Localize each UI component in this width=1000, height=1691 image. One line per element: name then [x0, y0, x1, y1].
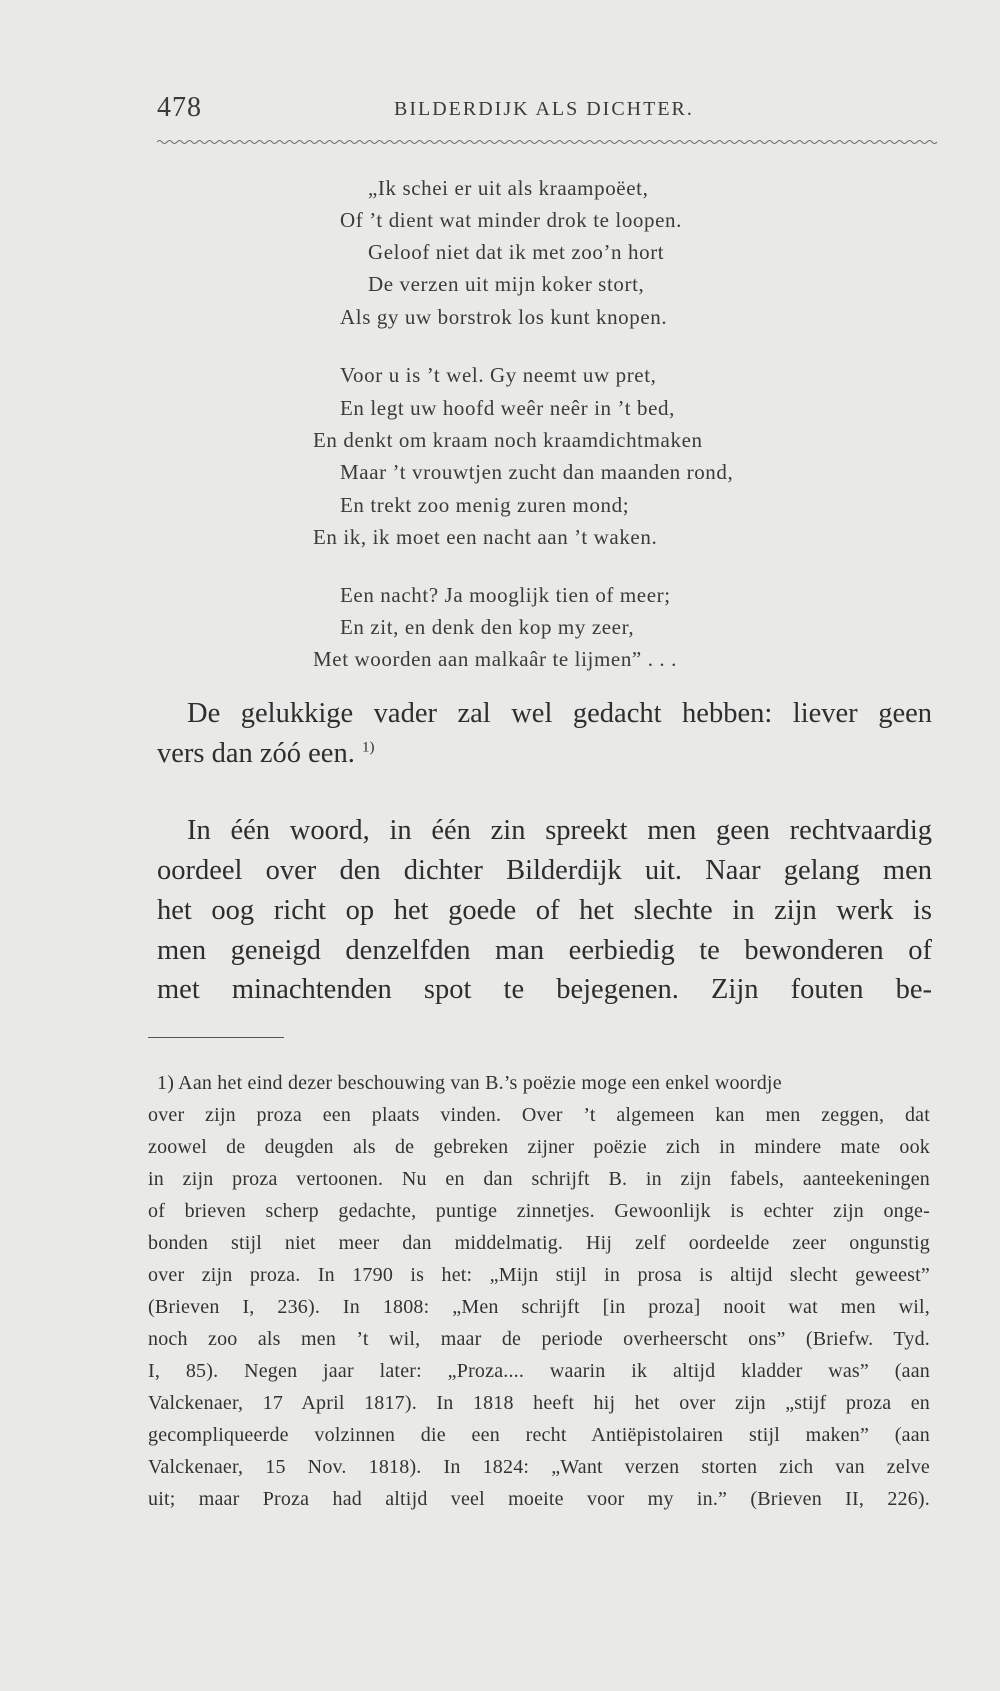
footnote-line: noch zoo als men ’t wil, maar de periode overheerscht ons” (Briefw. Tyd.: [148, 1328, 930, 1350]
paragraph-line: het oog richt op het goede of het slechte in zijn werk is: [157, 895, 932, 926]
verse-line: En zit, en denk den kop my zeer,: [340, 615, 635, 639]
verse-line: Voor u is ’t wel. Gy neemt uw pret,: [340, 363, 657, 387]
verse-line: En legt uw hoofd weêr neêr in ’t bed,: [340, 396, 675, 420]
verse-line: „Ik schei er uit als kraampoëet,: [368, 176, 649, 200]
footnote-marker: 1): [157, 1072, 175, 1094]
paragraph-line: In één woord, in één zin spreekt men geen rechtvaardig: [187, 815, 932, 846]
paragraph-text: vers dan zóó een.: [157, 738, 355, 769]
footnote-line: gecompliqueerde volzinnen die een recht Antiëpistolairen stijl maken” (aan: [148, 1424, 930, 1446]
paragraph-line: De gelukkige vader zal wel gedacht hebben: liever geen: [187, 698, 932, 729]
footnote-line: over zijn proza een plaats vinden. Over ’t algemeen kan men zeggen, dat: [148, 1104, 930, 1126]
footnote-text: Aan het eind dezer beschouwing van B.’s poëzie moge een enkel woordje: [178, 1072, 782, 1094]
footnote-line: I, 85). Negen jaar later: „Proza.... waarin ik altijd kladder was” (aan: [148, 1360, 930, 1382]
header-wavy-rule: [157, 138, 937, 146]
footnote-reference: 1): [361, 739, 375, 756]
footnote-line: [157, 1072, 930, 1095]
footnote-line: over zijn proza. In 1790 is het: „Mijn stijl in prosa is altijd slecht geweest”: [148, 1264, 930, 1286]
paragraph-line: met minachtenden spot te bejegenen. Zijn fouten be-: [157, 974, 932, 1005]
verse-line: Maar ’t vrouwtjen zucht dan maanden rond,: [340, 460, 734, 484]
running-title: BILDERDIJK ALS DICHTER.: [394, 98, 694, 120]
paragraph-line: oordeel over den dichter Bilderdijk uit. Naar gelang men: [157, 855, 932, 886]
verse-line: Een nacht? Ja mooglijk tien of meer;: [340, 583, 671, 607]
footnote-line: bonden stijl niet meer dan middelmatig. Hij zelf oordeelde zeer ongunstig: [148, 1232, 930, 1254]
verse-line: Met woorden aan malkaâr te lijmen” . . .: [313, 647, 677, 671]
page-header: [157, 92, 937, 128]
verse-line: En ik, ik moet een nacht aan ’t waken.: [313, 525, 658, 549]
verse-line: De verzen uit mijn koker stort,: [368, 272, 645, 296]
footnote-line: of brieven scherp gedachte, puntige zinnetjes. Gewoonlijk is echter zijn onge-: [148, 1200, 930, 1222]
verse-line: Of ’t dient wat minder drok te loopen.: [340, 208, 683, 232]
page-number: 478: [157, 92, 202, 123]
footnote-line: in zijn proza vertoonen. Nu en dan schrijft B. in zijn fabels, aanteekeningen: [148, 1168, 930, 1190]
footnote-line: Valckenaer, 15 Nov. 1818). In 1824: „Want verzen storten zich van zelve: [148, 1456, 930, 1478]
verse-line: En denkt om kraam noch kraamdichtmaken: [313, 428, 703, 452]
verse-line: Als gy uw borstrok los kunt knopen.: [340, 305, 668, 329]
footnote-line: zoowel de deugden als de gebreken zijner poëzie zich in mindere mate ook: [148, 1136, 930, 1158]
paragraph-line: men geneigd denzelfden man eerbiedig te bewonderen of: [157, 935, 932, 966]
paragraph-line: [157, 738, 374, 770]
verse-line: Geloof niet dat ik met zoo’n hort: [368, 240, 665, 264]
footnote-line: (Brieven I, 236). In 1808: „Men schrijft [in proza] nooit wat men wil,: [148, 1296, 930, 1318]
footnote-line: Valckenaer, 17 April 1817). In 1818 heeft hij het over zijn „stijf proza en: [148, 1392, 930, 1414]
footnote-divider: [148, 1037, 284, 1038]
footnote-line: uit; maar Proza had altijd veel moeite voor my in.” (Brieven II, 226).: [148, 1488, 930, 1510]
verse-line: En trekt zoo menig zuren mond;: [340, 493, 630, 517]
